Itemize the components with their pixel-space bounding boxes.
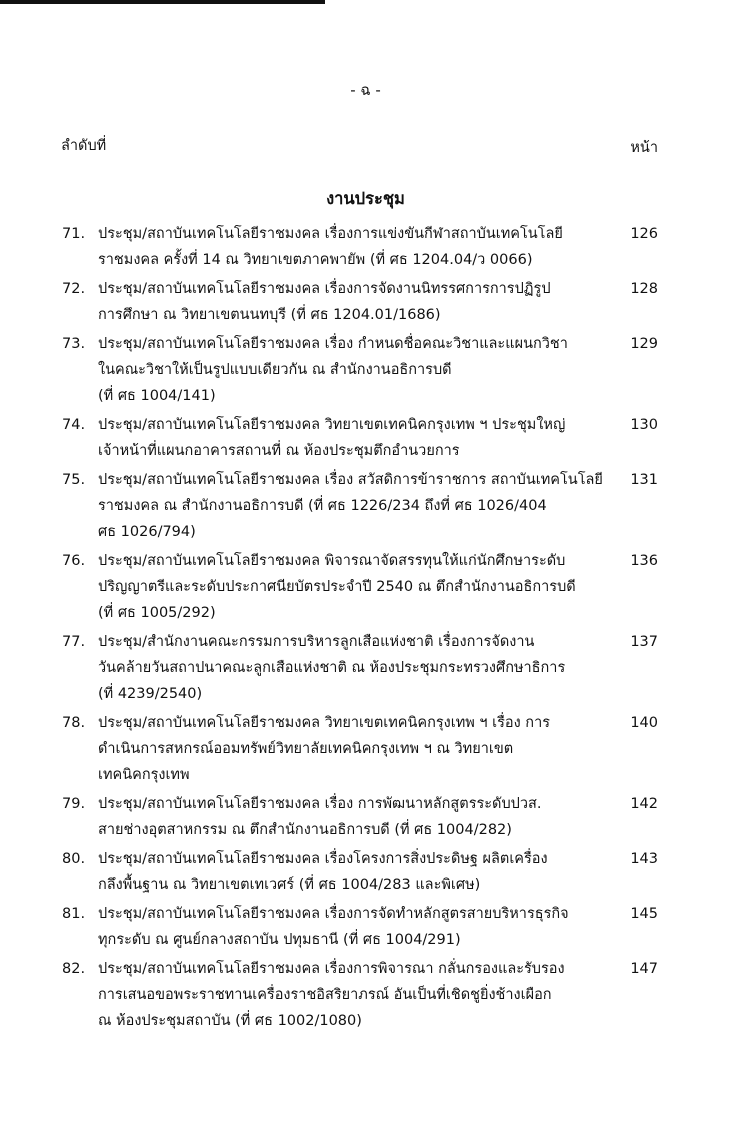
entry-text-line: ศธ 1026/794): [98, 524, 196, 540]
page-number: - ฉ -: [350, 81, 381, 99]
entry-text-line: ประชุม/สำนักงานคณะกรรมการบริหารลูกเสือแห่งชาติ เรื่องการจัดงาน: [98, 634, 535, 650]
toc-entry: [0, 791, 658, 843]
toc-entry: [0, 846, 658, 898]
section-title: งานประชุม: [326, 189, 405, 208]
top-rule: [0, 0, 325, 4]
entry-number: 74.: [62, 417, 86, 433]
entry-text-line: ในคณะวิชาให้เป็นรูปแบบเดียวกัน ณ สำนักงานอธิการบดี: [98, 362, 452, 378]
entry-page-number: 143: [630, 851, 658, 867]
entry-text-line: ประชุม/สถาบันเทคโนโลยีราชมงคล เรื่องการแข่งขันกีฬาสถาบันเทคโนโลยี: [98, 226, 563, 242]
entry-text-line: (ที่ ศธ 1005/292): [98, 605, 216, 621]
entry-page-number: 128: [630, 281, 658, 297]
toc-entry: [0, 548, 658, 626]
entry-page-number: 140: [630, 715, 658, 731]
entry-page-number: 137: [630, 634, 658, 650]
entry-text-line: กลึงพื้นฐาน ณ วิทยาเขตเทเวศร์ (ที่ ศธ 1004/283 และพิเศษ): [98, 877, 481, 893]
entry-text-line: สายช่างอุตสาหกรรม ณ ตึกสำนักงานอธิการบดี (ที่ ศธ 1004/282): [98, 822, 512, 838]
entry-text-line: ประชุม/สถาบันเทคโนโลยีราชมงคล พิจารณาจัดสรรทุนให้แก่นักศึกษาระดับ: [98, 553, 566, 569]
page-column-label: หน้า: [630, 140, 658, 156]
entry-number: 73.: [62, 336, 86, 352]
entry-text-line: (ที่ 4239/2540): [98, 686, 203, 702]
entry-text-line: ราชมงคล ครั้งที่ 14 ณ วิทยาเขตภาคพายัพ (ที่ ศธ 1204.04/ว 0066): [98, 252, 533, 268]
entry-text-line: ประชุม/สถาบันเทคโนโลยีราชมงคล เรื่องการพิจารณา กลั่นกรองและรับรอง: [98, 961, 565, 977]
toc-entry: [0, 331, 658, 409]
toc-entry: [0, 901, 658, 953]
entry-text-line: ประชุม/สถาบันเทคโนโลยีราชมงคล เรื่องการจัดทำหลักสูตรสายบริหารธุรกิจ: [98, 906, 569, 922]
entry-text-line: (ที่ ศธ 1004/141): [98, 388, 216, 404]
entry-text-line: ปริญญาตรีและระดับประกาศนียบัตรประจำปี 2540 ณ ตึกสำนักงานอธิการบดี: [98, 579, 576, 595]
entry-text-line: การเสนอขอพระราชทานเครื่องราชอิสริยาภรณ์ อันเป็นที่เชิดชูยิ่งช้างเผือก: [98, 987, 552, 1003]
entry-text-line: ทุกระดับ ณ ศูนย์กลางสถาบัน ปทุมธานี (ที่ ศธ 1004/291): [98, 932, 461, 948]
toc-entry: [0, 710, 658, 788]
entry-page-number: 147: [630, 961, 658, 977]
entry-text-line: การศึกษา ณ วิทยาเขตนนทบุรี (ที่ ศธ 1204.01/1686): [98, 307, 441, 323]
entry-text-line: ประชุม/สถาบันเทคโนโลยีราชมงคล เรื่อง การพัฒนาหลักสูตรระดับปวส.: [98, 796, 542, 812]
entry-page-number: 126: [630, 226, 658, 242]
entry-number: 77.: [62, 634, 86, 650]
entry-text-line: เจ้าหน้าที่แผนกอาคารสถานที่ ณ ห้องประชุมตึกอำนวยการ: [98, 443, 460, 459]
entry-number: 72.: [62, 281, 86, 297]
entry-text-line: ประชุม/สถาบันเทคโนโลยีราชมงคล วิทยาเขตเทคนิคกรุงเทพ ฯ เรื่อง การ: [98, 715, 551, 731]
entry-page-number: 131: [630, 472, 658, 488]
order-column-label: ลำดับที่: [61, 138, 107, 154]
entry-text-line: ดำเนินการสหกรณ์ออมทรัพย์วิทยาลัยเทคนิคกรุงเทพ ฯ ณ วิทยาเขต: [98, 741, 514, 757]
entry-number: 71.: [62, 226, 86, 242]
toc-entry: [0, 956, 658, 1034]
entry-page-number: 142: [630, 796, 658, 812]
entry-text-line: ประชุม/สถาบันเทคโนโลยีราชมงคล เรื่องการจัดงานนิทรรศการการปฏิรูป: [98, 281, 551, 297]
entry-text-line: ประชุม/สถาบันเทคโนโลยีราชมงคล วิทยาเขตเทคนิคกรุงเทพ ฯ ประชุมใหญ่: [98, 417, 566, 433]
entry-text-line: ราชมงคล ณ สำนักงานอธิการบดี (ที่ ศธ 1226/234 ถึงที่ ศธ 1026/404: [98, 498, 547, 514]
entry-page-number: 129: [630, 336, 658, 352]
entry-number: 75.: [62, 472, 86, 488]
entry-page-number: 136: [630, 553, 658, 569]
entry-page-number: 145: [630, 906, 658, 922]
entry-text-line: เทคนิคกรุงเทพ: [98, 767, 190, 783]
toc-entry: [0, 221, 658, 273]
entry-text-line: ประชุม/สถาบันเทคโนโลยีราชมงคล เรื่อง กำหนดชื่อคณะวิชาและแผนกวิชา: [98, 336, 568, 352]
entry-text-line: ณ ห้องประชุมสถาบัน (ที่ ศธ 1002/1080): [98, 1013, 362, 1029]
toc-entry: [0, 467, 658, 545]
toc-entry: [0, 412, 658, 464]
entry-number: 76.: [62, 553, 86, 569]
entry-number: 81.: [62, 906, 86, 922]
entry-number: 80.: [62, 851, 86, 867]
entry-number: 79.: [62, 796, 86, 812]
entry-number: 82.: [62, 961, 86, 977]
entry-page-number: 130: [630, 417, 658, 433]
entry-text-line: วันคล้ายวันสถาปนาคณะลูกเสือแห่งชาติ ณ ห้องประชุมกระทรวงศึกษาธิการ: [98, 660, 566, 676]
entry-text-line: ประชุม/สถาบันเทคโนโลยีราชมงคล เรื่องโครงการสิ่งประดิษฐ ผลิตเครื่อง: [98, 851, 548, 867]
entry-number: 78.: [62, 715, 86, 731]
toc-entry: [0, 276, 658, 328]
toc-entry-list: [0, 221, 731, 1037]
toc-entry: [0, 629, 658, 707]
entry-text-line: ประชุม/สถาบันเทคโนโลยีราชมงคล เรื่อง สวัสดิการข้าราชการ สถาบันเทคโนโลยี: [98, 472, 603, 488]
